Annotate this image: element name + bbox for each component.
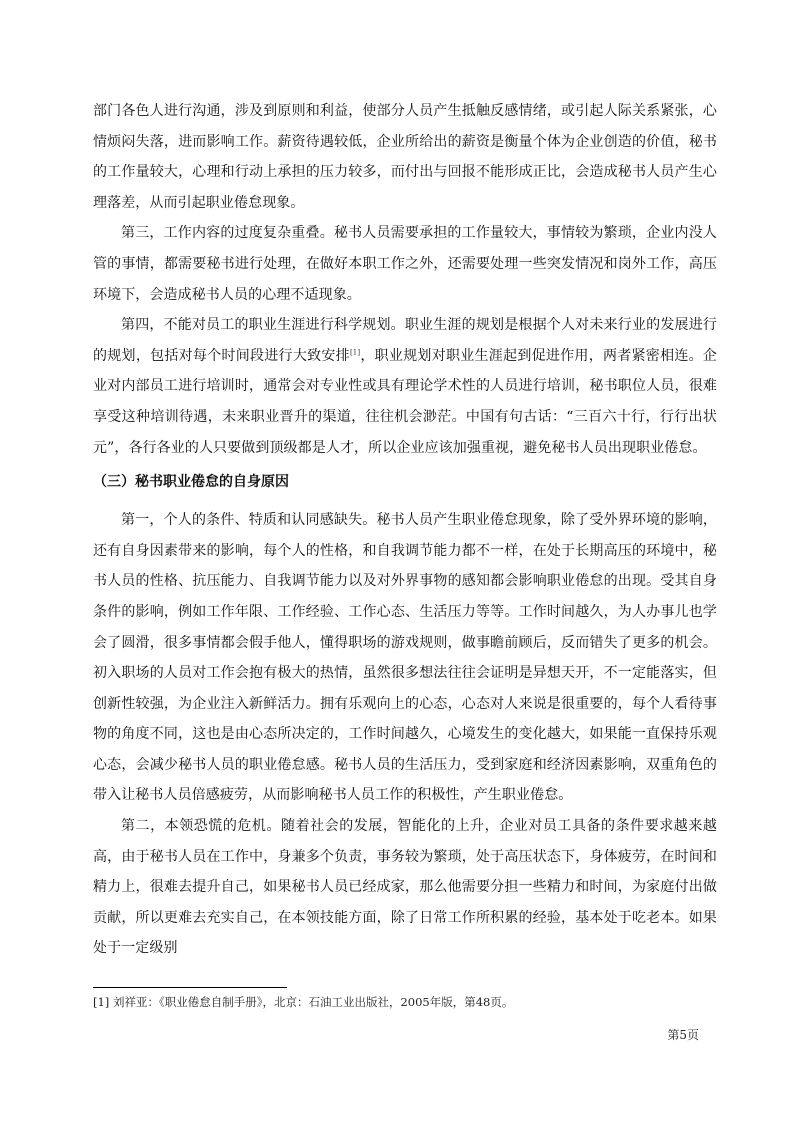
paragraph-first-personal-reason: 第一，个人的条件、特质和认同感缺失。秘书人员产生职业倦怠现象，除了受外界环境的影响，还有自身因素带来的影响，每个人的性格，和自我调节能力都不一样，在处于长期高压的环境中，秘书人员的性格、抗压能力、自我调节能力以及对外界事物的感知都会影响职业倦怠的出现。受其自身条件的影响，例如工作年限、工作经验、工作心态、生活压力等等。工作时间越久，为人办事儿也学会了圆滑，很多事情都会假手他人，懂得职场的游戏规则，做事瞻前顾后，反而错失了更多的机会。初入职场的人员对工作会抱有极大的热情，虽然很多想法往往会证明是异想天开，不一定能落实，但创新性较强，为企业注入新鲜活力。拥有乐观向上的心态，心态对人来说是很重要的，每个人看待事物的角度不同，这也是由心态所决定的，工作时间越久，心境发生的变化越大，如果能一直保持乐观心态，会减少秘书人员的职业倦怠感。秘书人员的生活压力，受到家庭和经济因素影响，双重角色的带入让秘书人员倍感疲劳，从而影响秘书人员工作的积极性，产生职业倦怠。 [93, 512, 717, 804]
section-heading: （三）秘书职业倦怠的自身原因 [93, 474, 289, 491]
footnote: [1] 刘祥亚：《职业倦怠自制手册》，北京：石油工业出版社，2005年版，第48页。 [93, 995, 514, 1009]
paragraph-second-personal-reason: 第二，本领恐慌的危机。随着社会的发展，智能化的上升，企业对员工具备的条件要求越来越高，由于秘书人员在工作中，身兼多个负责，事务较为繁琐，处于高压状态下，身体疲劳，在时间和精力上，很难去提升自己，如果秘书人员已经成家，那么他需要分担一些精力和时间，为家庭付出做贡献，所以更难去充实自己，在本领技能方面，除了日常工作所积累的经验，基本处于吃老本。如果处于一定级别 [93, 818, 717, 957]
footnote-divider [93, 987, 287, 988]
paragraph-fourth-reason [93, 310, 717, 463]
paragraph-continuation: 部门各色人进行沟通，涉及到原则和利益，使部分人员产生抵触反感情绪，或引起人际关系紧张，心情烦闷失落，进而影响工作。薪资待遇较低，企业所给出的薪资是衡量个体为企业创造的价值，秘书的工作量较大，心理和行动上承担的压力较多，而付出与回报不能形成正比，会造成秘书人员产生心理落差，从而引起职业倦怠现象。 [93, 103, 717, 211]
footnote-reference[interactable]: [1] [349, 348, 361, 357]
paragraph-fourth-reason-part1: 第四，不能对员工的职业生涯进行科学规划。职业生涯的规划是根据个人对未来行业的发展进行的规划，包括对每个时间段进行大致安排 [93, 317, 717, 364]
paragraph-third-reason: 第三，工作内容的过度复杂重叠。秘书人员需要承担的工作量较大，事情较为繁琐，企业内没人管的事情，都需要秘书进行处理，在做好本职工作之外，还需要处理一些突发情况和岗外工作，高压环境下，会造成秘书人员的心理不适现象。 [93, 225, 717, 303]
page-number: 第5页 [667, 1028, 699, 1042]
paragraph-fourth-reason-part2: ，职业规划对职业生涯起到促进作用，两者紧密相连。企业对内部员工进行培训时，通常会对专业性或具有理论学术性的人员进行培训，秘书职位人员，很难享受这种培训待遇，未来职业晋升的渠道，往往机会渺茫。中国有句古话：“三百六十行，行行出状元”，各行各业的人只要做到顶级都是人才，所以企业应该加强重视，避免秘书人员出现职业倦怠。 [93, 347, 717, 456]
body-text [93, 96, 717, 964]
